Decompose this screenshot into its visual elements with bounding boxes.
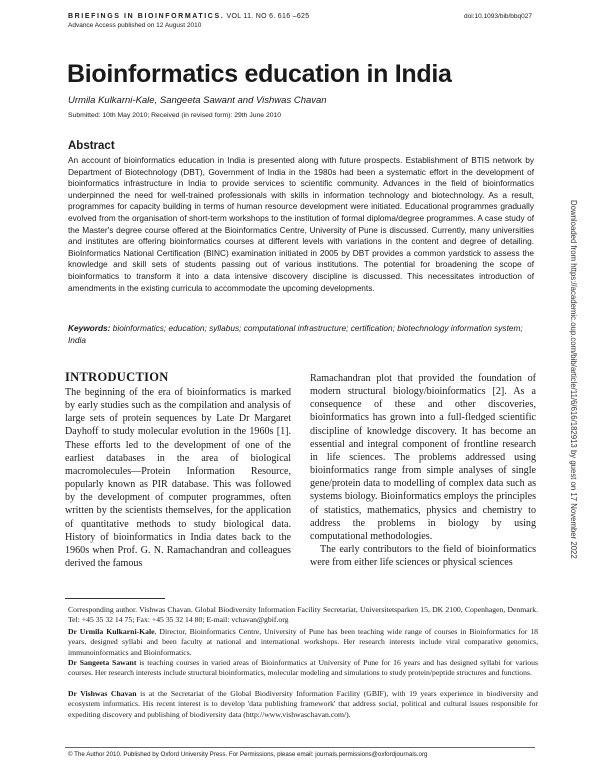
keywords: [68, 323, 534, 346]
author-bio-sawant: [68, 658, 538, 679]
article-authors: Urmila Kulkarni-Kale, Sangeeta Sawant and Vishwas Chavan: [68, 95, 327, 106]
intro-paragraph-3: The early contributors to the field of bioinformatics were from either life sciences or physical sciences: [310, 544, 536, 569]
footnote-divider: [65, 598, 165, 599]
download-note: Downloaded from https://academic.oup.com/bib/article/11/6/616/182913 by guest on 17 November 2022: [569, 200, 578, 559]
journal-name: BRIEFINGS IN BIOINFORMATICS.: [68, 13, 225, 20]
journal-volume: VOL 11. NO 6. 616 –625: [226, 13, 310, 20]
author-bio-chavan: [68, 689, 538, 720]
intro-paragraph-2: Ramachandran plot that provided the foundation of modern structural biology/bioinformatics [2]. As a consequence of these and other discoveries, bioinformatics has grown into a full-fledged scientific discipline of knowledge discovery. It has become an essential and integral component of frontline research in life sciences. The problems addressed using bioinformatics range from simple analyses of single gene/protein data to modelling of complex data such as systems biology. Bioinformatics employs the principles of statistics, mathematics, physics and chemistry to address the problems in biology by using computational methodologies.: [310, 373, 536, 542]
footer-divider: [65, 747, 535, 748]
right-column: [310, 372, 536, 569]
author-bio-name: Dr Sangeeta Sawant: [68, 658, 137, 667]
author-bio-text: is at the Secretariat of the Global Biodiversity Information Facility (GBIF), with 19 years experience in biodiversity and ecosystem informatics. His recent interest is to develop 'data publishing framework' that address social, political and cultural issues responsible for expediting discovery and publishing of biodiversity data (http://www.vishwaschavan.com/).: [68, 689, 538, 719]
abstract-text: An account of bioinformatics education in India is presented along with future prospects. Establishment of BTIS network by Department of Biotechnology (DBT), Government of India in the 1980s had been a systematic effort in the development of bioinformatics infrastructure in India to provide services to scientific community. Advances in the field of bioinformatics underpinned the need for well-trained professionals with skills in information technology and biotechnology. As a result, programmes for capacity building in terms of human resource development were initiated. Educational programmes gradually evolved from the organisation of short-term workshops to the institution of formal diploma/degree programmes. A case study of the Master's degree course offered at the Bioinformatics Centre, University of Pune is discussed. Currently, many universities and institutes are offering bioinformatics courses at different levels with variations in the content and degree of detailing. BioInformatics National Certification (BINC) examination initiated in 2005 by DBT provides a common yardstick to assess the knowledge and skill sets of students passing out of various institutions. The potential for broadening the scope of bioinformatics to transform it into a data intensive discovery discipline is discussed. This necessitates introduction of amendments in the existing curricula to accommodate the upcoming developments.: [68, 155, 534, 293]
submission-dates: Submitted: 10th May 2010; Received (in revised form): 29th June 2010: [68, 112, 282, 119]
doi[interactable]: doi:10.1093/bib/bbq027: [464, 13, 532, 20]
article-title: Bioinformatics education in India: [67, 60, 452, 88]
author-bio-name: Dr Urmila Kulkarni-Kale: [68, 627, 155, 636]
author-bio-text: is teaching courses in varied areas of Bioinformatics at University of Pune for 16 years and has designed syllabi for various courses. Her research interests include structural bioinformatics, molecular modeling and simulations to study protein/peptide structures and functions.: [68, 658, 538, 678]
corresponding-author-note: Corresponding author. Vishwas Chavan. Global Biodiversity Information Facility Secretariat, Universitetsparken 15, DK 2100, Copenhagen, Denmark. Tel: +45 35 32 14 75; Fax: +45 35 32 14 80; E-mail: vchavan@gbif.org: [68, 605, 538, 625]
keywords-label: Keywords:: [68, 323, 111, 333]
left-column: [65, 370, 291, 570]
copyright-footer: © The Author 2010. Published by Oxford University Press. For Permissions, please email: journals.permissions@oxfordjournals.org: [68, 751, 428, 758]
section-heading-introduction: INTRODUCTION: [65, 370, 169, 384]
author-bio-name: Dr Vishwas Chavan: [68, 689, 137, 698]
intro-paragraph-1: The beginning of the era of bioinformatics is marked by early studies such as the compilation and analysis of large sets of protein sequences by Late Dr Margaret Dayhoff to study molecular evolution in the 1960s [1]. These efforts led to the development of one of the earliest databases in the area of biological macromolecules—Protein Information Resource, popularly known as PIR database. This was followed by the development of computer programmes, often written by the scientists themselves, for the application of quantitative methods to study biological data. History of bioinformatics in India dates back to the 1960s when Prof. G. N. Ramachandran and colleagues derived the famous: [65, 387, 291, 570]
keywords-list: bioinformatics; education; syllabus; computational infrastructure; certification; biotechnology information system; India: [68, 323, 523, 345]
advance-access-note: Advance Access published on 12 August 2010: [68, 22, 202, 29]
author-bio-text: , Director, Bioinformatics Centre, University of Pune has been teaching wide range of courses in Bioinformatics for 18 years, designed syllabi and been faculty at national and international workshops. Her research interests include viral comparative genomics, immunoinformatics and Bioinformatics.: [68, 627, 539, 657]
author-bio-kulkarni-kale: [68, 627, 538, 658]
journal-header: [68, 13, 309, 20]
abstract-heading: Abstract: [68, 140, 115, 152]
